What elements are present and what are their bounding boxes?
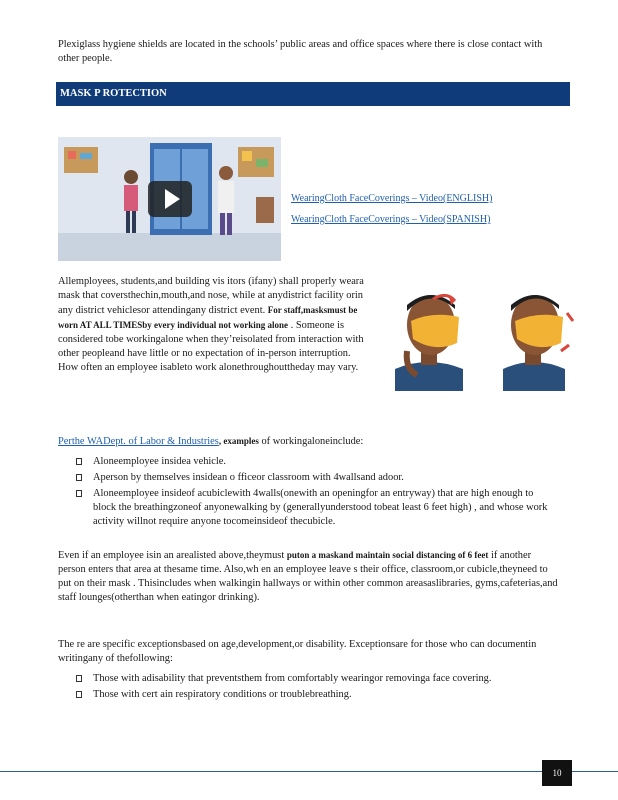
list-item bbox=[76, 471, 556, 485]
video-links bbox=[291, 188, 492, 230]
exceptions-list bbox=[76, 672, 556, 704]
video-thumbnail[interactable] bbox=[58, 137, 281, 261]
list-item-text: Those with cert ain respiratory conditions or troublebreathing. bbox=[93, 689, 352, 700]
policy-bold-text: For staff,masksmust be worn AT ALL TIMESby every individual not working alone bbox=[58, 305, 358, 330]
intro-paragraph: Plexiglass hygiene shields are located in the schools’ public areas and office spaces where there is close contact with other people. bbox=[58, 39, 543, 64]
lni-link[interactable]: Perthe WADept. of Labor & Industries bbox=[58, 436, 219, 447]
face-right-icon bbox=[503, 295, 573, 391]
list-item-text: Those with adisability that preventsthem from comfortably wearingor removinga face covering. bbox=[93, 673, 492, 684]
working-alone-list bbox=[76, 455, 556, 531]
checkbox-bullet-icon bbox=[76, 458, 82, 465]
exceptions-paragraph: The re are specific exceptionsbased on age,development,or disability. Exceptionsare for those who can documentin writingany of thefollowing: bbox=[58, 639, 537, 664]
list-item bbox=[76, 672, 556, 686]
distancing-text-end: if another person enters that area at thesame time. Also,wh en an employee leave s their office, classroom,or cubicle,theyneed to put on their mask . Thisincludes when walkingin hallways or within other common areasaslibraries, gyms,cafeterias,and staff lounges(otherthan when eatingor drinking). bbox=[58, 550, 558, 603]
distancing-bold-text: puton a maskand maintain social distancing of 6 feet bbox=[286, 550, 489, 560]
mask-wearing-illustration bbox=[383, 283, 580, 391]
checkbox-bullet-icon bbox=[76, 474, 82, 481]
checkbox-bullet-icon bbox=[76, 675, 82, 682]
video-link-spanish[interactable]: WearingCloth FaceCoverings – Video(SPANISH) bbox=[291, 214, 491, 225]
policy-text-end: . Someone is considered tobe workingalone when they’reisolated from interaction with other peopleand have little or no expectation of in-person interruption. How often an employee isableto work alonethroughouttheday may vary. bbox=[58, 320, 364, 373]
video-link-english[interactable]: WearingCloth FaceCoverings – Video(ENGLISH) bbox=[291, 193, 493, 204]
classroom-illustration bbox=[58, 137, 281, 261]
list-item bbox=[76, 455, 556, 469]
mask-policy-paragraph bbox=[58, 275, 368, 375]
examples-label: , examples bbox=[218, 436, 259, 446]
examples-intro-end: of workingaloneinclude: bbox=[261, 436, 364, 447]
page-number: 10 bbox=[542, 760, 572, 786]
checkbox-bullet-icon bbox=[76, 490, 82, 497]
face-left-icon bbox=[395, 295, 463, 391]
list-item-text: Aloneemployee insideof acubiclewith 4walls(onewith an openingfor an entryway) that are high enough to block the breathingzoneof anyonewalking by (generallyunderstood tobeat least 6 feet high) , and whose work activity willnot require anyone tocomeinsideof thecubicle. bbox=[93, 488, 548, 527]
distancing-paragraph bbox=[58, 548, 558, 605]
section-banner: MASK P ROTECTION bbox=[56, 82, 570, 106]
footer-rule bbox=[0, 771, 618, 772]
list-item-text: Aloneemployee insidea vehicle. bbox=[93, 456, 227, 467]
distancing-text: Even if an employee isin an arealisted above,theymust bbox=[58, 550, 285, 561]
policy-text: Allemployees, students,and building vis itors (ifany) shall properly weara mask that coversthechin,mouth,and nose, while at anydistrict facility orin any district vehiclesor attendingany district event. bbox=[58, 276, 364, 316]
list-item bbox=[76, 487, 556, 529]
checkbox-bullet-icon bbox=[76, 691, 82, 698]
list-item bbox=[76, 688, 556, 702]
list-item-text: Aperson by themselves insidean o fficeor classroom with 4wallsand adoor. bbox=[93, 472, 404, 483]
examples-intro bbox=[58, 434, 558, 449]
